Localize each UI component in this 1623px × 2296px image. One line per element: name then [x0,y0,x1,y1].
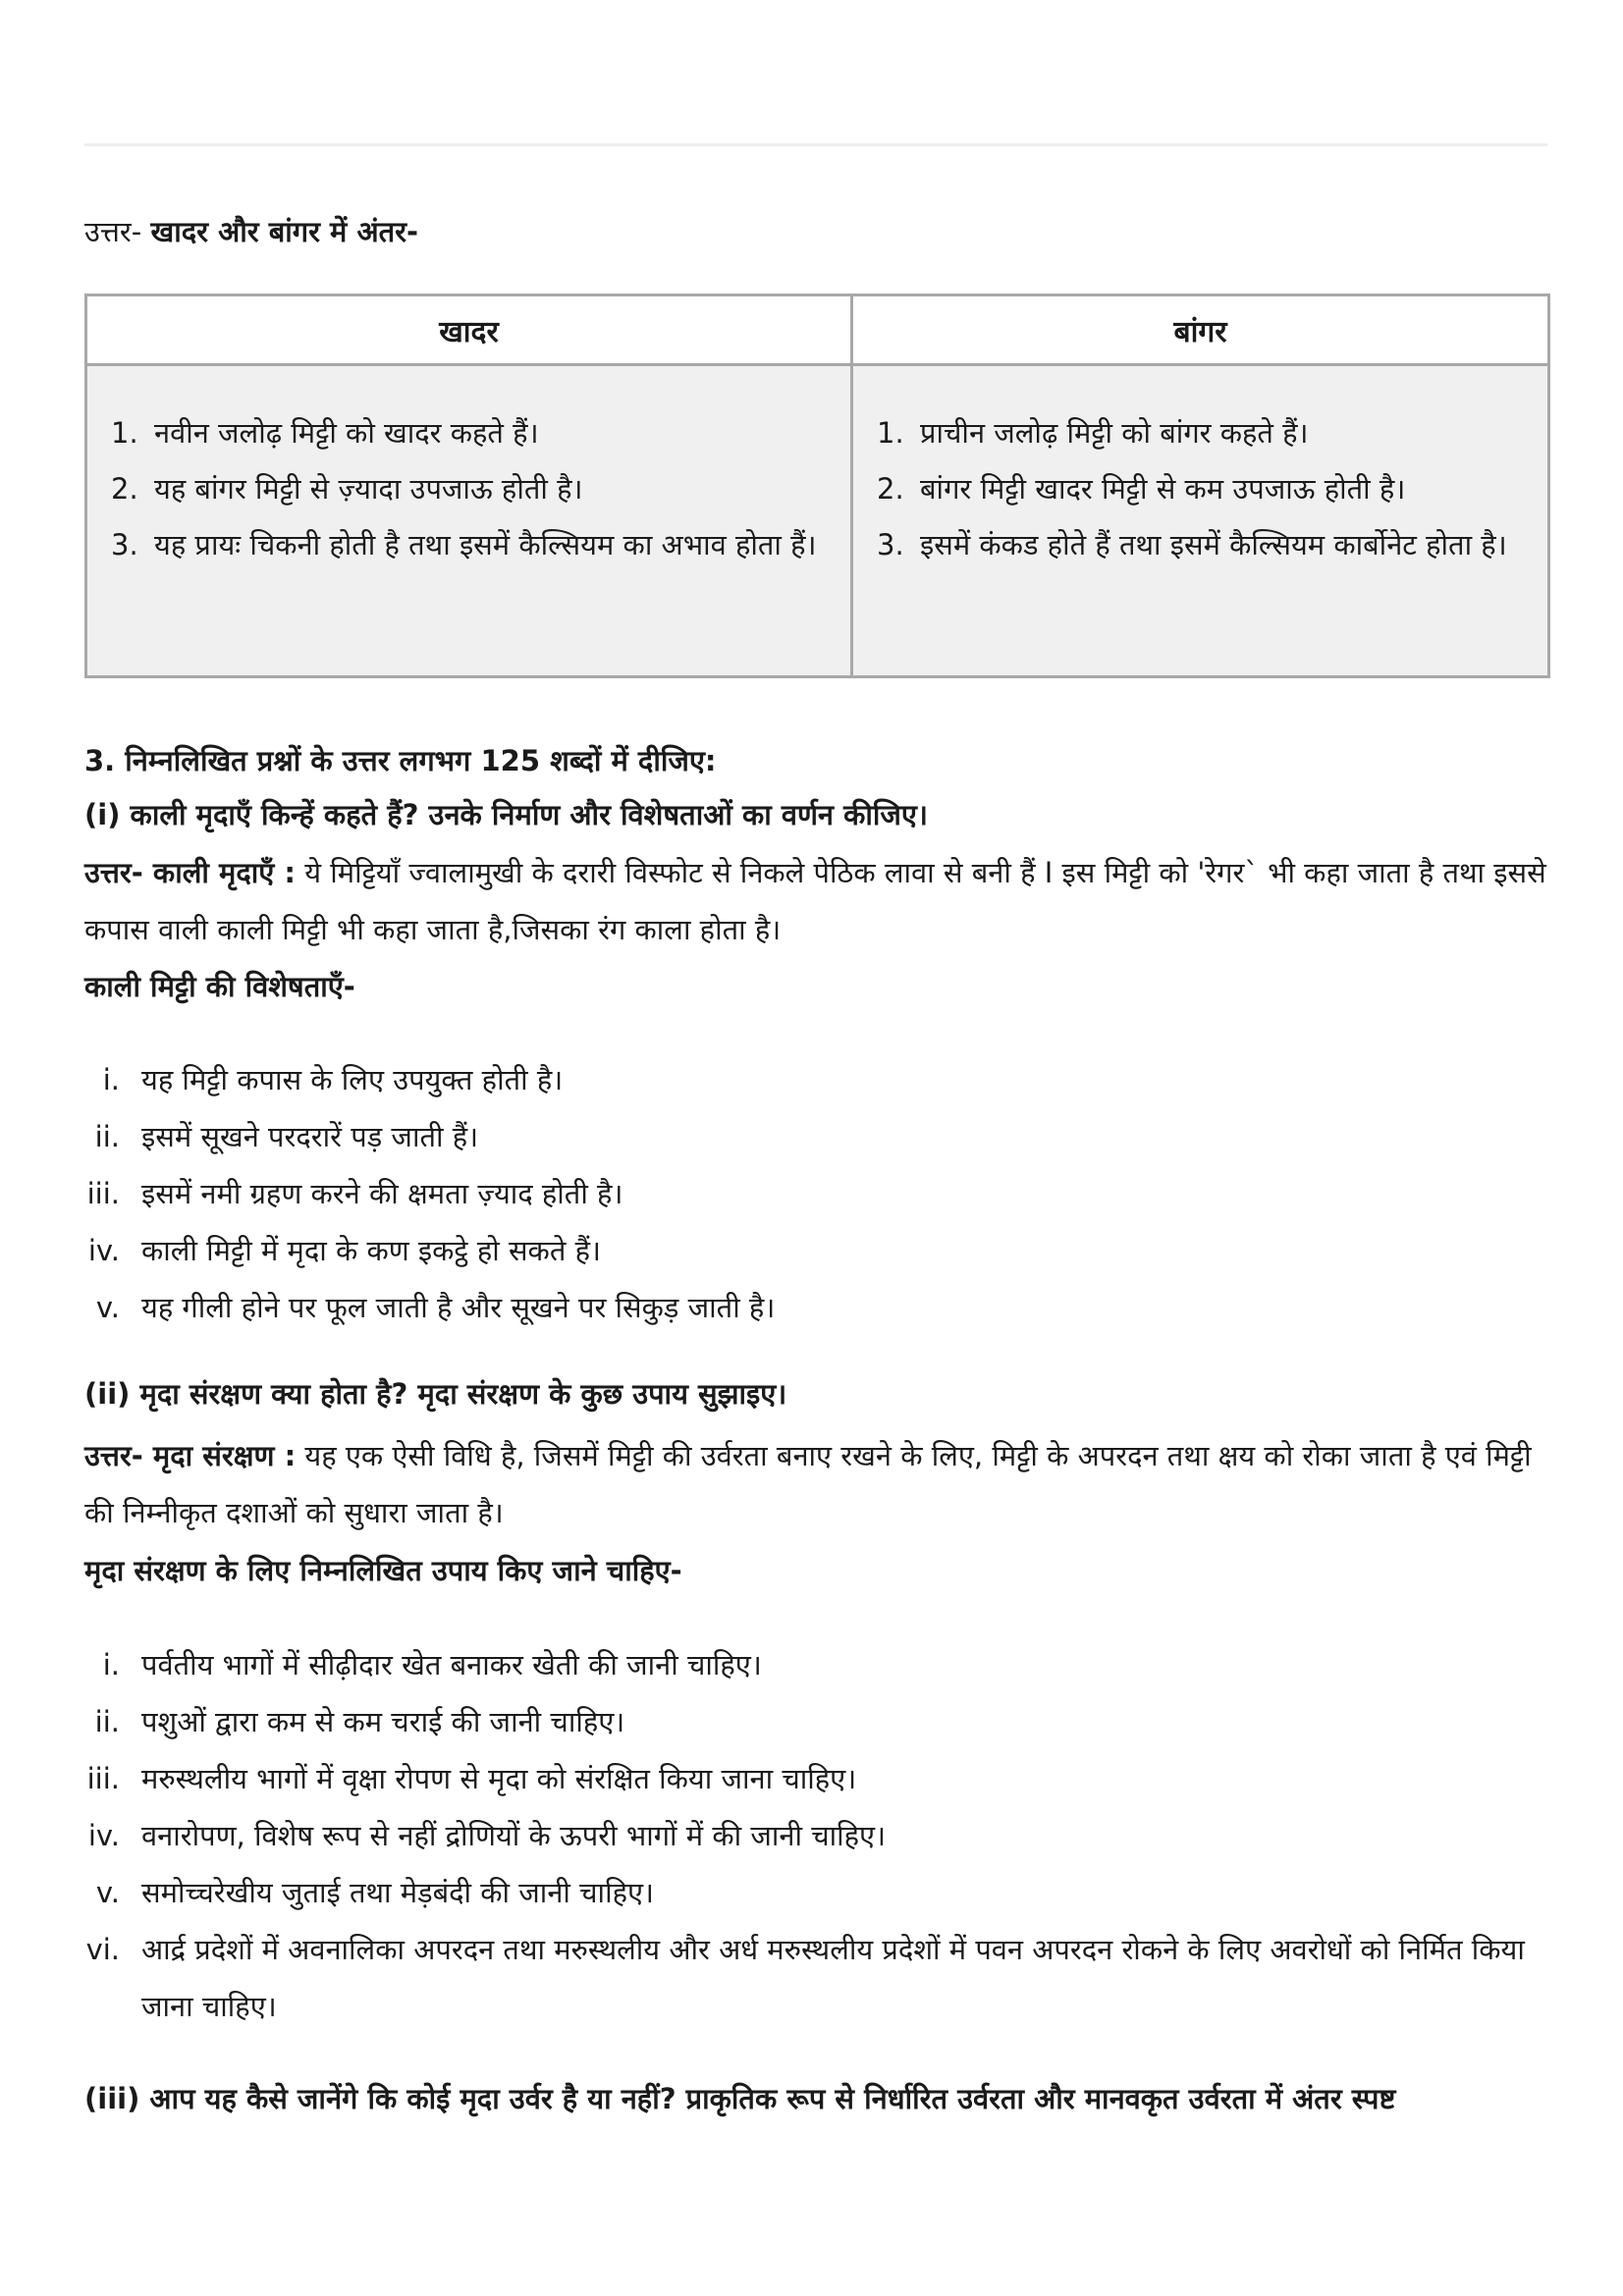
list-text: इसमें कंकड होते हैं तथा इसमें कैल्सियम कार्बोनेट होता है। [920,528,1507,561]
list-number: 1. [111,416,138,450]
list-item [877,517,1528,573]
list-item [71,1693,1545,1750]
list-number: 3. [111,528,138,561]
list-item [71,1051,1545,1108]
list-number: i. [102,1063,120,1096]
list-number: v. [95,1291,120,1324]
answer-2-text: यह एक ऐसी विधि है, जिसमें मिट्टी की उर्वरता बनाए रखने के लिए, मिट्टी के अपरदन तथा क्षय को रोका जाता है एवं मिट्टी की निम्नीकृत दशाओं को सुधारा जाता है। [84,1439,1532,1529]
answer-1-label: उत्तर- काली मृदाएँ : [84,856,296,889]
list-number: 2. [877,472,904,506]
table-header-row [86,295,1549,365]
table-cell-bangar [852,365,1549,677]
answer-title: खादर और बांगर में अंतर- [150,215,419,248]
list-number: iii. [86,1762,120,1795]
list-number: ii. [94,1705,120,1738]
list-text: यह गीली होने पर फूल जाती है और सूखने पर सिकुड़ जाती है। [141,1291,776,1324]
list-item [71,1864,1545,1921]
list-number: 1. [877,416,904,450]
list-text: पर्वतीय भागों में सीढ़ीदार खेत बनाकर खेती की जानी चाहिए। [141,1648,762,1682]
list-item [71,1750,1545,1807]
list-1-title: काली मिट्टी की विशेषताएँ- [84,970,355,1003]
list-item [71,1279,1545,1336]
list-text: नवीन जलोढ़ मिट्टी को खादर कहते हैं। [154,416,539,450]
list-number: iii. [86,1177,120,1210]
list-number: iv. [87,1819,120,1852]
list-item [111,405,831,461]
list-number: i. [102,1648,120,1682]
answer-2-paragraph [84,1427,1547,1541]
table-header-bangar: बांगर [852,295,1549,365]
list-text: यह प्रायः चिकनी होती है तथा इसमें कैल्सियम का अभाव होता हैं। [154,528,817,561]
khadar-list [111,405,831,573]
list-text: आर्द्र प्रदेशों में अवनालिका अपरदन तथा मरुस्थलीय और अर्ध मरुस्थलीय प्रदेशों में पवन अपरदन रोकने के लिए अवरोधों को निर्मित किया जाना चाहिए। [141,1933,1525,2023]
answer-heading [84,212,418,251]
list-text: पशुओं द्वारा कम से कम चराई की जानी चाहिए। [141,1705,625,1738]
list-text: वनारोपण, विशेष रूप से नहीं द्रोणियों के ऊपरी भागों में की जानी चाहिए। [141,1819,887,1852]
answer-1-paragraph [84,844,1547,958]
characteristics-list [71,1051,1545,1336]
list-text: मरुस्थलीय भागों में वृक्षा रोपण से मृदा को संरक्षित किया जाना चाहिए। [141,1762,857,1795]
conservation-list [71,1636,1545,2035]
question-1: (i) काली मृदाएँ किन्हें कहते हैं? उनके निर्माण और विशेषताओं का वर्णन कीजिए। [84,798,928,831]
list-number: vi. [85,1933,120,1966]
answer-1-text: ये मिट्टियाँ ज्वालामुखी के दरारी विस्फोट से निकले पेठिक लावा से बनी हैं I इस मिट्टी को 'रेगर` भी कहा जाता है तथा इससे कपास वाली काली मिट्टी भी कहा जाता है,जिसका रंग काला होता है। [84,856,1546,946]
list-number: 2. [111,472,138,506]
top-divider [84,143,1547,146]
question-2: (ii) मृदा संरक्षण क्या होता है? मृदा संरक्षण के कुछ उपाय सुझाइए। [84,1377,787,1411]
list-2-title: मृदा संरक्षण के लिए निम्नलिखित उपाय किए जाने चाहिए- [84,1554,682,1587]
list-text: प्राचीन जलोढ़ मिट्टी को बांगर कहते हैं। [920,416,1309,450]
section-title: 3. निम्नलिखित प्रश्नों के उत्तर लगभग 125 शब्दों में दीजिए: [84,744,717,777]
list-text: समोच्चरेखीय जुताई तथा मेड़बंदी की जानी चाहिए। [141,1876,655,1909]
table-header-khadar: खादर [86,295,852,365]
list-item [71,1921,1545,2035]
list-text: यह बांगर मिट्टी से ज़्यादा उपजाऊ होती है। [154,472,583,506]
table-cell-khadar [86,365,852,677]
answer-prefix: उत्तर- [84,215,142,248]
list-item [71,1108,1545,1165]
list-text: बांगर मिट्टी खादर मिट्टी से कम उपजाऊ होती है। [920,472,1406,506]
list-number: v. [95,1876,120,1909]
list-item [71,1807,1545,1864]
table-body-row [86,365,1549,677]
list-text: काली मिट्टी में मृदा के कण इकट्ठे हो सकते हैं। [141,1234,601,1267]
list-text: इसमें नमी ग्रहण करने की क्षमता ज़्याद होती है। [141,1177,623,1210]
list-item [71,1222,1545,1279]
list-number: iv. [87,1234,120,1267]
list-item [877,405,1528,461]
list-item [71,1636,1545,1693]
question-3: (iii) आप यह कैसे जानेंगे कि कोई मृदा उर्वर है या नहीं? प्राकृतिक रूप से निर्धारित उर्वरता और मानवकृत उर्वरता में अंतर स्पष्ट [84,2082,1396,2115]
list-item [71,1165,1545,1222]
list-item [111,517,831,573]
bangar-list [877,405,1528,573]
list-text: इसमें सूखने परदरारें पड़ जाती हैं। [141,1120,479,1153]
list-text: यह मिट्टी कपास के लिए उपयुक्त होती है। [141,1063,564,1096]
answer-2-label: उत्तर- मृदा संरक्षण : [84,1439,297,1472]
comparison-table [84,294,1550,678]
list-item [877,461,1528,517]
list-number: 3. [877,528,904,561]
list-number: ii. [94,1120,120,1153]
list-item [111,461,831,517]
